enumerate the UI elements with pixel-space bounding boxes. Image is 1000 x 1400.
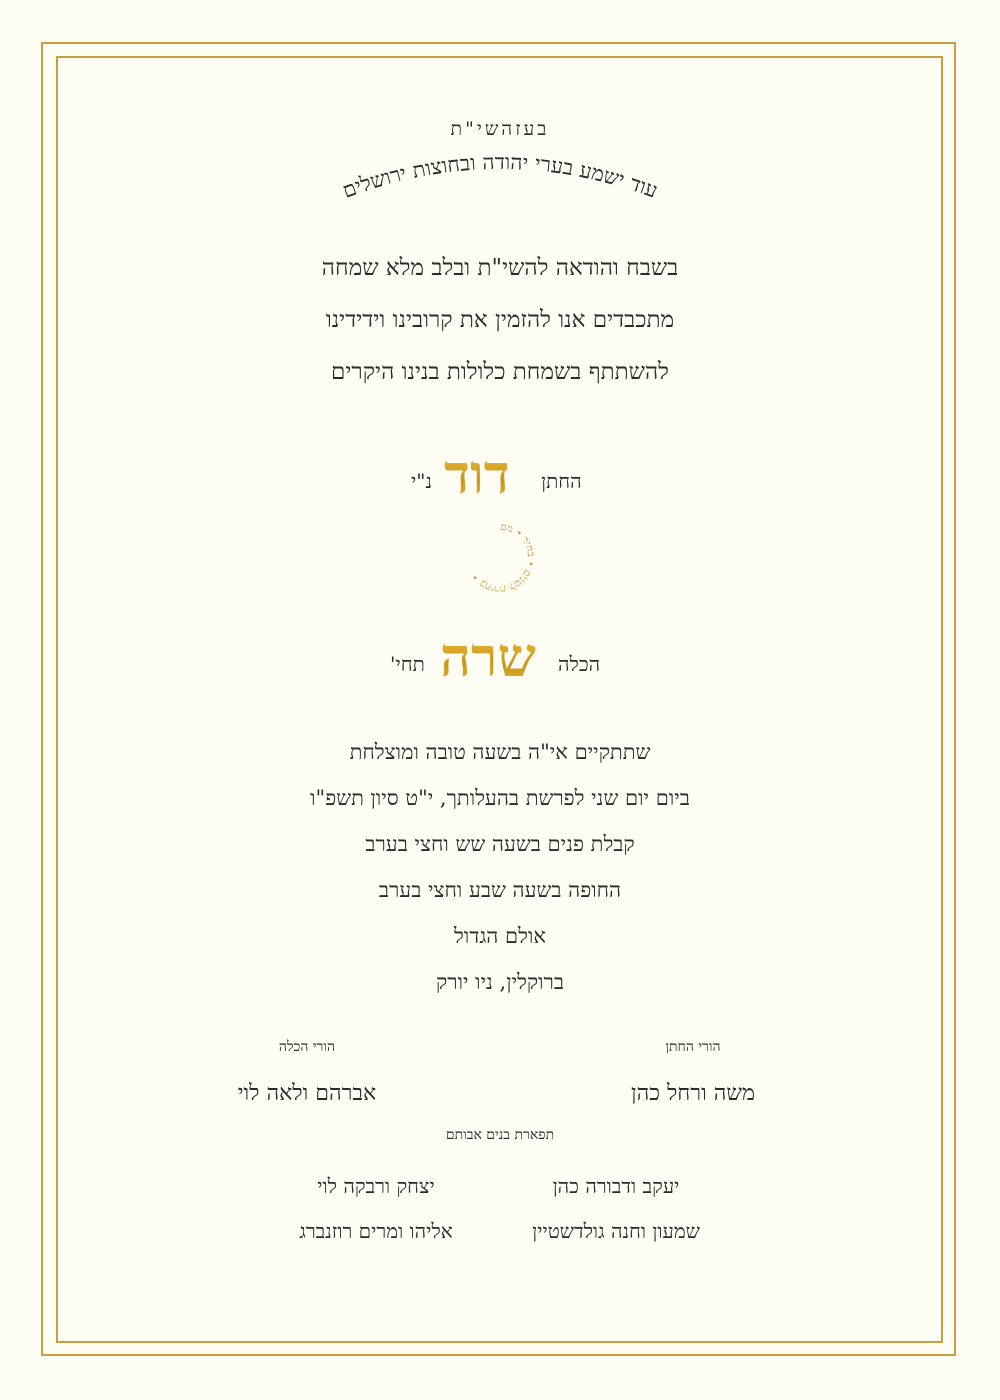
grandparents-right-2: שמעון וחנה גולדשטיין [532, 1219, 700, 1243]
svg-text:בחירת לשנים • בחיר • מם • [470, 522, 536, 594]
grandparents-right-1: יעקב ודבורה כהן [552, 1174, 680, 1198]
bride-parents-label: הורי הכלה [278, 1039, 336, 1055]
detail-line-3: קבלת פנים בשעה שש וחצי בערב [365, 832, 635, 856]
groom-prefix: החתן [541, 469, 582, 493]
groom-suffix: נ"י [411, 469, 432, 493]
seal-text: בחירת לשנים • בחיר • מם • [469, 521, 536, 595]
detail-line-1: שתתקיים אי"ה בשעה טובה ומוצלחת [349, 740, 651, 764]
groom-row [0, 442, 1000, 512]
groom-name: דוד [444, 442, 510, 506]
bride-suffix: תחי' [390, 652, 425, 676]
bride-row [0, 625, 1000, 695]
intro-line-1: בשבח והודאה להשי"ת ובלב מלא שמחה [321, 255, 679, 281]
intro-line-2: מתכבדים אנו להזמין את קרובינו וידידינו [325, 307, 675, 333]
seal-emblem [462, 520, 538, 596]
grandparents-label: תפארת בנים אבותם [445, 1127, 555, 1143]
svg-text:עוד ישמע בערי יהודה ובחוצות יר [339, 150, 660, 203]
detail-line-4: החופה בשעה שבע וחצי בערב [378, 878, 622, 902]
bsd-header: בעזהשי"ת [450, 118, 550, 140]
groom-parents-names: משה ורחל כהן [630, 1081, 756, 1106]
bride-name: שרה [440, 625, 536, 689]
grandparents-left-2: אליהו ומרים רוזנברג [299, 1219, 453, 1243]
venue-name: אולם הגדול [454, 924, 546, 948]
bride-parents-names: אברהם ולאה לוי [237, 1081, 377, 1106]
detail-line-2: ביום יום שני לפרשת בהעלותך, י"ט סיון תשפ"ו [310, 786, 690, 810]
bride-prefix: הכלה [558, 652, 601, 676]
arc-verse-text: עוד ישמע בערי יהודה ובחוצות ירושלים [339, 149, 661, 203]
intro-line-3: להשתתף בשמחת כלולות בנינו היקרים [331, 359, 669, 385]
arched-verse [0, 140, 1000, 250]
venue-location: ברוקלין, ניו יורק [436, 970, 564, 994]
grandparents-left-1: יצחק ורבקה לוי [317, 1174, 435, 1198]
groom-parents-label: הורי החתן [665, 1039, 721, 1055]
